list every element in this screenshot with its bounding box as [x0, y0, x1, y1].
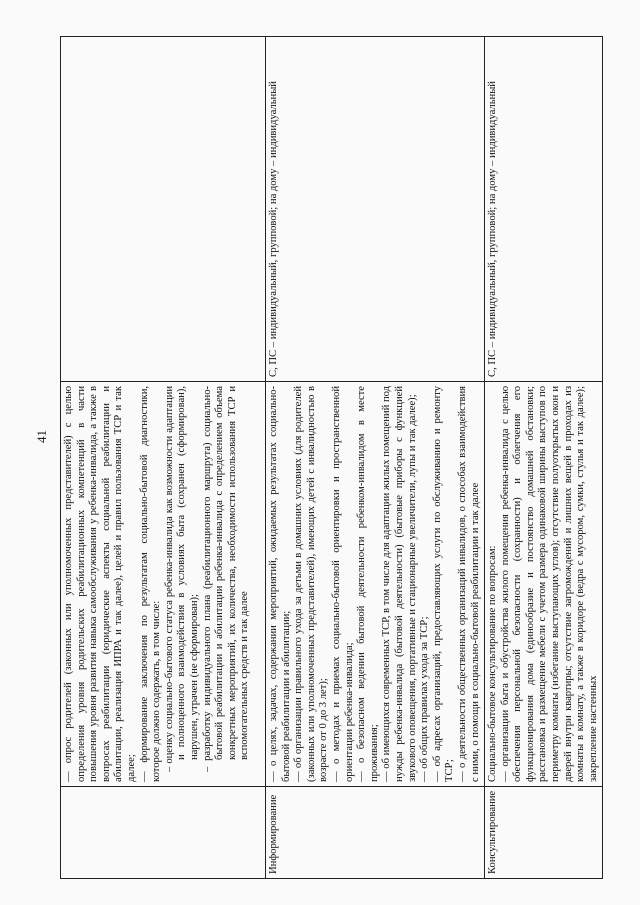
content-line: — формирование заключения по результатам социально-бытовой диагностики, которое должно содержать, в том числе: — [138, 385, 163, 782]
content-line: — об организации правильного ухода за детьми в домашних условиях (для родителей (законных или уполномоченных представителей), имеющих детей с инвалидностью в возрасте от 0 до 3 лет); — [293, 385, 330, 782]
content-line: Социально-бытовое консультирование по вопросам: — [487, 545, 499, 782]
content-line: — опрос родителей (законных или уполномоченных представителей) с целью определения уровня родительских реабилитационных компетенций в части повышения уровня развития навыка самообслуживания у ребенка-инвалида, а также в вопросах реабилитации (юридические аспекты социальной реабилитации и абилитации, реализация ИПРА и так далее), целей и правил пользования ТСР и так далее; — [63, 385, 137, 782]
table-row — [266, 36, 485, 878]
content-line: — об общих правилах ухода за ТСР; — [419, 616, 431, 782]
content-cell — [61, 381, 266, 786]
content-line: — организации быта и обустройства жилого помещения ребенка-инвалида с целью обеспечения персональной безопасности (сохранности) и облегчения его функционирования дома (единообразие и постоянство домашней обстановки; расстановка и размещение мебели с учетом размера одинаковой ширины выступов по периметру комнаты (избегание выступающих углов); отсутствие полуоткрытых окон и дверей внутри квартиры; отсутствие загромождений и лишних вещей в проходах из комнаты в комнату, а также в коридоре (ведра с мусором, сумки, стулья и так далее); закрепление настенных — [499, 385, 599, 782]
content-cell — [485, 381, 603, 786]
table-row — [485, 36, 603, 878]
service-cell: Информирование — [266, 787, 485, 879]
content-line: — о целях, задачах, содержании мероприятий, ожидаемых результатах социально-бытовой реабилитации и абилитации; — [268, 385, 292, 782]
content-line: — о методах и приемах социально-бытовой ориентировки и пространственной ориентации ребенка-инвалида; — [330, 385, 355, 782]
form-cell: С, ПС – индивидуальный, групповой; на дому – индивидуальный — [485, 36, 603, 381]
content-cell — [266, 381, 485, 786]
rotated-page — [60, 37, 599, 879]
content-line: — о деятельности общественных организаций инвалидов, о способах взаимодействия с ними, о помощи в социально-бытовой реабилитации и так далее — [456, 385, 481, 782]
form-cell: С, ПС – индивидуальный, групповой; на дому – индивидуальный — [266, 36, 485, 381]
content-line: — об адресах организаций, предоставляющих услуги по обслуживанию и ремонту ТСР; — [431, 385, 456, 782]
service-cell: Консультирование — [485, 787, 603, 879]
services-table — [60, 36, 603, 879]
content-line: — о безопасном ведении бытовой деятельности ребенком-инвалидом в месте проживания; — [356, 385, 380, 782]
content-line: – разработку индивидуального плана (реабилитационного маршрута) социально-бытовой реабилитации и абилитации ребенка-инвалида с определением объема конкретных мероприятий, их количества, необходимости использования ТСР и вспомогательных средств и так далее — [201, 385, 251, 772]
form-cell — [61, 36, 266, 381]
service-cell — [61, 787, 266, 879]
content-line: – оценку социально-бытового статуса ребенка-инвалида как возможности адаптации и полноценного взаимодействия в условиях быта (сохранен (сформирован), нарушен, утрачен (не сформирован); — [163, 385, 200, 772]
page-number: 41 — [34, 430, 49, 443]
table-row — [61, 36, 266, 878]
content-line: — об имеющихся современных ТСР, в том числе для адаптации жилых помещений под нужды ребенка-инвалида (бытовой деятельности) (бытовые приборы с функцией звукового оповещения, портативные и стационарные увеличители, лупы и так далее); — [381, 385, 418, 782]
